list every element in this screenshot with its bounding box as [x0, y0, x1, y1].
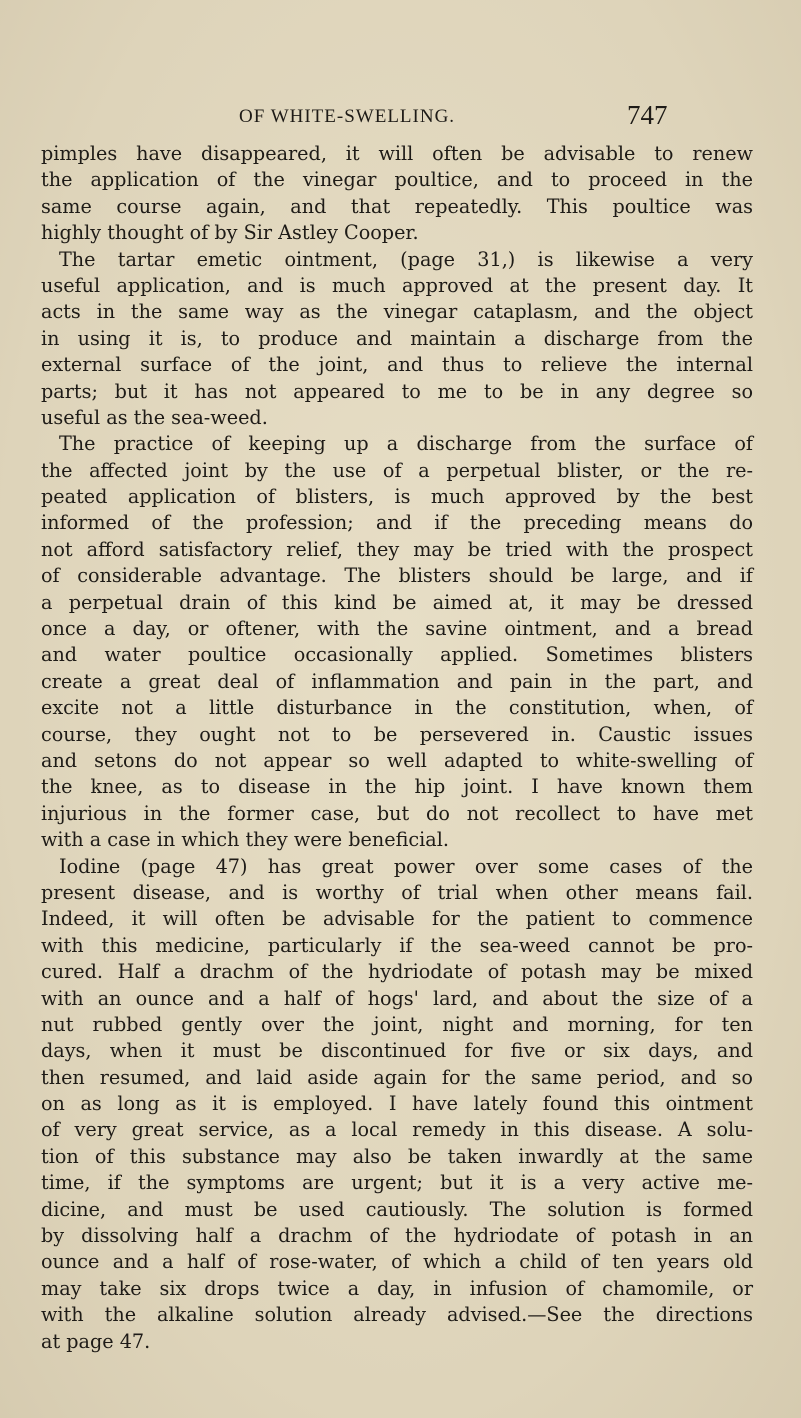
- text-line: not afford satisfactory relief, they may be tried with the prospect: [41, 537, 753, 561]
- text-line: of considerable advantage. The blisters should be large, and if: [41, 564, 753, 588]
- text-line: nut rubbed gently over the joint, night and morning, for ten: [41, 1012, 753, 1036]
- text-line: course, they ought not to be persevered in. Caustic issues: [41, 722, 753, 746]
- text-line: the application of the vinegar poultice, and to proceed in the: [41, 168, 753, 192]
- text-line: dicine, and must be used cautiously. The solution is formed: [41, 1197, 753, 1221]
- text-line: excite not a little disturbance in the constitution, when, of: [41, 696, 753, 720]
- text-line: ounce and a half of rose-water, of which a child of ten years old: [41, 1250, 753, 1274]
- text-line: present disease, and is worthy of trial when other means fail.: [41, 880, 753, 904]
- text-line: days, when it must be discontinued for five or six days, and: [41, 1039, 753, 1063]
- text-line: a perpetual drain of this kind be aimed at, it may be dressed: [41, 590, 753, 614]
- text-line: of very great service, as a local remedy in this disease. A solu-: [41, 1118, 753, 1142]
- text-line: informed of the profession; and if the preceding means do: [41, 511, 753, 535]
- text-line: tion of this substance may also be taken inwardly at the same: [41, 1144, 753, 1168]
- body-text: [41, 141, 753, 1355]
- text-line: once a day, or oftener, with the savine ointment, and a bread: [41, 617, 753, 641]
- page-header: [0, 82, 801, 130]
- page-number: 747: [627, 100, 668, 130]
- text-line: The practice of keeping up a discharge from the surface of: [59, 432, 753, 456]
- text-line: by dissolving half a drachm of the hydriodate of potash in an: [41, 1224, 753, 1248]
- text-line: then resumed, and laid aside again for the same period, and so: [41, 1065, 753, 1089]
- text-line: parts; but it has not appeared to me to be in any degree so: [41, 379, 753, 403]
- text-line: with the alkaline solution already advised.—See the directions: [41, 1303, 753, 1327]
- text-line: may take six drops twice a day, in infusion of chamomile, or: [41, 1276, 753, 1300]
- text-line: Indeed, it will often be advisable for the patient to commence: [41, 907, 753, 931]
- text-line: at page 47.: [41, 1329, 151, 1353]
- text-line: external surface of the joint, and thus to relieve the internal: [41, 353, 753, 377]
- text-line: and setons do not appear so well adapted to white-swelling of: [41, 748, 753, 772]
- text-line: create a great deal of inflammation and pain in the part, and: [41, 669, 753, 693]
- text-line: with this medicine, particularly if the sea-weed cannot be pro-: [41, 933, 753, 957]
- text-line: with a case in which they were beneficial.: [41, 828, 449, 852]
- text-line: Iodine (page 47) has great power over some cases of the: [59, 854, 753, 878]
- text-line: the knee, as to disease in the hip joint. I have known them: [41, 775, 753, 799]
- text-line: peated application of blisters, is much approved by the best: [41, 485, 753, 509]
- text-line: The tartar emetic ointment, (page 31,) is likewise a very: [59, 247, 753, 271]
- text-line: useful application, and is much approved at the present day. It: [41, 273, 753, 297]
- text-line: highly thought of by Sir Astley Cooper.: [41, 221, 419, 245]
- text-line: on as long as it is employed. I have lately found this ointment: [41, 1092, 753, 1116]
- text-line: in using it is, to produce and maintain a discharge from the: [41, 326, 753, 350]
- text-line: same course again, and that repeatedly. This poultice was: [41, 194, 753, 218]
- text-line: pimples have disappeared, it will often be advisable to renew: [41, 142, 753, 165]
- running-head: OF WHITE-SWELLING.: [239, 106, 456, 127]
- text-line: cured. Half a drachm of the hydriodate of potash may be mixed: [41, 960, 753, 984]
- text-line: acts in the same way as the vinegar cataplasm, and the object: [41, 300, 753, 324]
- text-line: the affected joint by the use of a perpetual blister, or the re-: [41, 458, 753, 482]
- text-line: useful as the sea-weed.: [41, 405, 268, 429]
- text-line: time, if the symptoms are urgent; but it is a very active me-: [41, 1171, 753, 1195]
- text-line: and water poultice occasionally applied. Sometimes blisters: [41, 643, 753, 667]
- text-line: injurious in the former case, but do not recollect to have met: [41, 801, 753, 825]
- text-line: with an ounce and a half of hogs' lard, and about the size of a: [41, 986, 753, 1010]
